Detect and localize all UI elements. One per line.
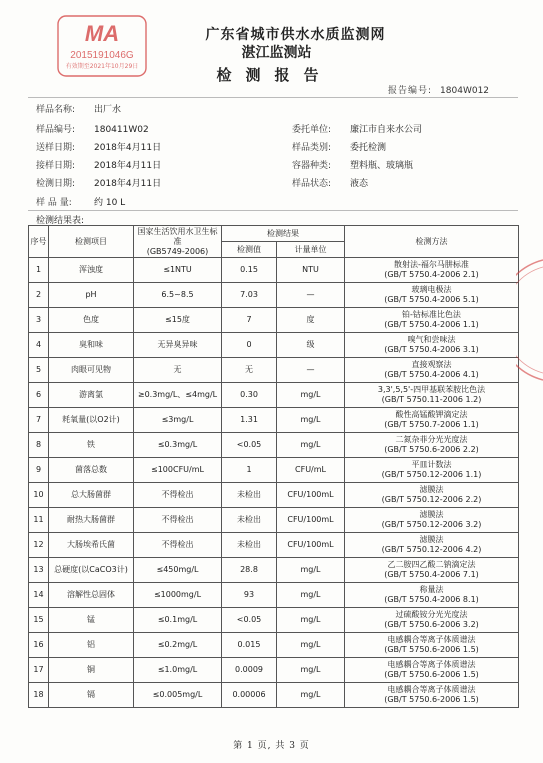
row-unit: mg/L <box>277 383 345 408</box>
field-sample-amount <box>36 195 125 208</box>
row-limit: ≤1.0mg/L <box>134 658 222 683</box>
row-method-name: 乙二胺四乙酸二钠滴定法 <box>387 560 476 569</box>
table-row <box>29 658 519 683</box>
row-limit: 不得检出 <box>134 483 222 508</box>
row-method-standard: (GB/T 5750.4-2006 1.1) <box>384 320 479 329</box>
row-method-name: 铂-钴标准比色法 <box>402 310 461 319</box>
field-value: 廉江市自来水公司 <box>350 125 423 135</box>
row-no: 10 <box>29 483 49 508</box>
field-client <box>292 122 422 135</box>
field-label: 检测日期: <box>36 179 76 189</box>
row-no: 14 <box>29 583 49 608</box>
field-value: 2018年4月11日 <box>94 161 162 171</box>
row-method <box>345 433 519 458</box>
table-row <box>29 533 519 558</box>
row-method <box>345 558 519 583</box>
row-method-name: 称量法 <box>419 585 444 594</box>
row-item: 菌落总数 <box>49 458 134 483</box>
table-row <box>29 283 519 308</box>
field-value: 180411W02 <box>94 125 149 135</box>
row-unit: 级 <box>277 333 345 358</box>
table-row <box>29 558 519 583</box>
row-limit: 6.5~8.5 <box>134 283 222 308</box>
table-row <box>29 508 519 533</box>
table-row <box>29 583 519 608</box>
row-limit: ≤15度 <box>134 308 222 333</box>
row-method-standard: (GB/T 5750.6-2006 1.5) <box>384 670 479 679</box>
row-method-name: 直接观察法 <box>411 360 452 369</box>
seal-stamp-edge <box>516 255 543 385</box>
row-no: 4 <box>29 333 49 358</box>
table-row <box>29 258 519 283</box>
row-method-name: 滤膜法 <box>419 535 444 544</box>
row-value: 未检出 <box>222 533 277 558</box>
row-method-standard: (GB/T 5750.4-2006 3.1) <box>384 345 479 354</box>
row-unit: mg/L <box>277 558 345 583</box>
row-limit: 无 <box>134 358 222 383</box>
row-value: 0.30 <box>222 383 277 408</box>
row-item: 铜 <box>49 658 134 683</box>
field-sample-code <box>36 122 149 135</box>
field-value: 出厂水 <box>94 105 122 115</box>
row-unit: CFU/mL <box>277 458 345 483</box>
header-no: 序号 <box>29 226 49 258</box>
row-unit: 度 <box>277 308 345 333</box>
table-row <box>29 308 519 333</box>
row-item: 镉 <box>49 683 134 708</box>
row-method-standard: (GB/T 5750.6-2006 3.2) <box>384 620 479 629</box>
table-row <box>29 383 519 408</box>
header-unit: 计量单位 <box>277 242 345 258</box>
field-label: 容器种类: <box>292 161 332 171</box>
row-value: 28.8 <box>222 558 277 583</box>
row-item: 游离氯 <box>49 383 134 408</box>
field-received-date <box>36 158 161 171</box>
field-sample-name <box>36 102 121 115</box>
row-method <box>345 683 519 708</box>
row-value: 未检出 <box>222 508 277 533</box>
row-method-name: 3,3',5,5'-四甲基联苯胺比色法 <box>377 385 486 394</box>
row-unit: CFU/100mL <box>277 508 345 533</box>
row-method-name: 电感耦合等离子体质谱法 <box>387 660 476 669</box>
row-method-name: 二氮杂菲分光光度法 <box>395 435 468 444</box>
title-network: 广东省城市供水水质监测网 <box>205 27 386 43</box>
field-sent-date <box>36 140 161 153</box>
row-method <box>345 333 519 358</box>
row-unit: mg/L <box>277 658 345 683</box>
row-item: 肉眼可见物 <box>49 358 134 383</box>
row-method-name: 平皿计数法 <box>411 460 452 469</box>
row-method-standard: (GB/T 5750.6-2006 1.5) <box>384 695 479 704</box>
row-method <box>345 458 519 483</box>
row-no: 6 <box>29 383 49 408</box>
row-method-name: 过硫酸铵分光光度法 <box>395 610 468 619</box>
header-method: 检测方法 <box>345 226 519 258</box>
row-no: 12 <box>29 533 49 558</box>
row-value: 1 <box>222 458 277 483</box>
field-label: 样品名称: <box>36 105 76 115</box>
header-value: 检测值 <box>222 242 277 258</box>
row-method <box>345 658 519 683</box>
row-method <box>345 633 519 658</box>
row-method-name: 散射法-福尔马肼标准 <box>394 260 469 269</box>
row-method <box>345 308 519 333</box>
row-method-name: 电感耦合等离子体质谱法 <box>387 635 476 644</box>
row-method <box>345 408 519 433</box>
row-unit: — <box>277 358 345 383</box>
row-unit: mg/L <box>277 633 345 658</box>
row-limit: ≤1NTU <box>134 258 222 283</box>
row-value: 7 <box>222 308 277 333</box>
table-row <box>29 408 519 433</box>
cma-stamp-cert-no: 2015191046G <box>70 50 134 61</box>
row-value: 无 <box>222 358 277 383</box>
row-method-standard: (GB/T 5750.4-2006 4.1) <box>384 370 479 379</box>
row-limit: ≤450mg/L <box>134 558 222 583</box>
divider-top <box>28 97 518 98</box>
row-no: 16 <box>29 633 49 658</box>
row-method-standard: (GB/T 5750.6-2006 1.5) <box>384 645 479 654</box>
row-item: 溶解性总固体 <box>49 583 134 608</box>
row-no: 11 <box>29 508 49 533</box>
field-container <box>292 158 413 171</box>
row-value: 未检出 <box>222 483 277 508</box>
row-method-standard: (GB/T 5750.6-2006 2.2) <box>384 445 479 454</box>
row-no: 13 <box>29 558 49 583</box>
row-unit: — <box>277 283 345 308</box>
table-row <box>29 458 519 483</box>
row-method <box>345 608 519 633</box>
row-unit: CFU/100mL <box>277 483 345 508</box>
title-station: 湛江监测站 <box>241 45 312 61</box>
row-value: 0.015 <box>222 633 277 658</box>
row-no: 15 <box>29 608 49 633</box>
field-label: 送样日期: <box>36 143 76 153</box>
row-item: pH <box>49 283 134 308</box>
field-value: 约 10 L <box>94 198 126 208</box>
row-method-standard: (GB/T 5750.4-2006 8.1) <box>384 595 479 604</box>
table-row <box>29 358 519 383</box>
row-value: 1.31 <box>222 408 277 433</box>
row-method <box>345 533 519 558</box>
field-label: 样品编号: <box>36 125 76 135</box>
row-limit: ≥0.3mg/L、≤4mg/L <box>134 383 222 408</box>
row-limit: ≤0.1mg/L <box>134 608 222 633</box>
row-item: 铝 <box>49 633 134 658</box>
field-sample-state <box>292 176 368 189</box>
row-limit: ≤1000mg/L <box>134 583 222 608</box>
row-method <box>345 358 519 383</box>
row-value: 7.03 <box>222 283 277 308</box>
row-method-name: 嗅气和尝味法 <box>407 335 456 344</box>
field-value: 液态 <box>350 179 369 189</box>
row-unit: mg/L <box>277 583 345 608</box>
row-unit: CFU/100mL <box>277 533 345 558</box>
row-no: 18 <box>29 683 49 708</box>
row-no: 8 <box>29 433 49 458</box>
table-row <box>29 608 519 633</box>
row-limit: ≤0.2mg/L <box>134 633 222 658</box>
row-method <box>345 258 519 283</box>
row-item: 色度 <box>49 308 134 333</box>
row-value: 0.15 <box>222 258 277 283</box>
table-row <box>29 483 519 508</box>
field-test-date <box>36 176 161 189</box>
row-method <box>345 383 519 408</box>
row-no: 3 <box>29 308 49 333</box>
report-number <box>388 83 489 96</box>
row-item: 总大肠菌群 <box>49 483 134 508</box>
field-label: 接样日期: <box>36 161 76 171</box>
row-unit: mg/L <box>277 683 345 708</box>
row-value: 0.00006 <box>222 683 277 708</box>
row-limit: 无异臭异味 <box>134 333 222 358</box>
row-method-standard: (GB/T 5750.4-2006 5.1) <box>384 295 479 304</box>
row-method-standard: (GB/T 5750.7-2006 1.1) <box>384 420 479 429</box>
row-value: 0 <box>222 333 277 358</box>
table-row <box>29 433 519 458</box>
row-no: 7 <box>29 408 49 433</box>
row-no: 9 <box>29 458 49 483</box>
row-item: 总硬度(以CaCO3计) <box>49 558 134 583</box>
field-label: 样品状态: <box>292 179 332 189</box>
cma-stamp-logo: MA <box>84 21 120 46</box>
cma-stamp-validity: 有效期至2021年10月29日 <box>65 63 139 70</box>
row-value: <0.05 <box>222 433 277 458</box>
row-unit: mg/L <box>277 608 345 633</box>
row-unit: mg/L <box>277 408 345 433</box>
row-method-standard: (GB/T 5750.4-2006 2.1) <box>384 270 479 279</box>
row-method-name: 滤膜法 <box>419 485 444 494</box>
row-item: 臭和味 <box>49 333 134 358</box>
row-method-name: 电感耦合等离子体质谱法 <box>387 685 476 694</box>
row-method-standard: (GB/T 5750.4-2006 7.1) <box>384 570 479 579</box>
row-method-name: 滤膜法 <box>419 510 444 519</box>
results-section-title: 检测结果表: <box>36 216 85 226</box>
header-standard-name: 国家生活饮用水卫生标准 <box>137 226 218 246</box>
row-method-standard: (GB/T 5750.11-2006 1.2) <box>381 395 482 404</box>
header-standard-code: (GB5749-2006) <box>146 246 209 256</box>
row-item: 锰 <box>49 608 134 633</box>
row-method <box>345 283 519 308</box>
row-item: 大肠埃希氏菌 <box>49 533 134 558</box>
field-value: 2018年4月11日 <box>94 179 162 189</box>
header-standard <box>134 226 222 258</box>
row-value: 0.0009 <box>222 658 277 683</box>
field-value: 塑料瓶、玻璃瓶 <box>350 161 414 171</box>
row-method <box>345 583 519 608</box>
row-value: 93 <box>222 583 277 608</box>
field-label: 样品类别: <box>292 143 332 153</box>
row-limit: ≤0.005mg/L <box>134 683 222 708</box>
row-item: 铁 <box>49 433 134 458</box>
header-result: 检测结果 <box>222 226 345 242</box>
row-limit: ≤0.3mg/L <box>134 433 222 458</box>
field-sample-category <box>292 140 386 153</box>
row-value: <0.05 <box>222 608 277 633</box>
row-item: 浑浊度 <box>49 258 134 283</box>
results-table <box>28 225 519 708</box>
header-item: 检测项目 <box>49 226 134 258</box>
row-method <box>345 508 519 533</box>
row-limit: 不得检出 <box>134 508 222 533</box>
row-item: 耐热大肠菌群 <box>49 508 134 533</box>
page-footer: 第 1 页, 共 3 页 <box>233 741 310 751</box>
row-limit: ≤100CFU/mL <box>134 458 222 483</box>
report-number-value: 1804W012 <box>440 86 490 96</box>
table-row <box>29 683 519 708</box>
row-method-standard: (GB/T 5750.12-2006 2.2) <box>381 495 482 504</box>
title-report: 检测报告 <box>216 66 333 84</box>
row-method-standard: (GB/T 5750.12-2006 4.2) <box>381 545 482 554</box>
row-method-standard: (GB/T 5750.12-2006 3.2) <box>381 520 482 529</box>
row-unit: mg/L <box>277 433 345 458</box>
field-label: 样 品 量: <box>36 198 72 208</box>
field-value: 委托检测 <box>350 143 387 153</box>
table-row <box>29 333 519 358</box>
row-no: 17 <box>29 658 49 683</box>
row-no: 1 <box>29 258 49 283</box>
row-no: 5 <box>29 358 49 383</box>
row-limit: 不得检出 <box>134 533 222 558</box>
row-no: 2 <box>29 283 49 308</box>
report-number-label: 报告编号: <box>388 86 433 96</box>
field-label: 委托单位: <box>292 125 332 135</box>
row-limit: ≤3mg/L <box>134 408 222 433</box>
row-method-standard: (GB/T 5750.12-2006 1.1) <box>381 470 482 479</box>
table-row <box>29 633 519 658</box>
field-value: 2018年4月11日 <box>94 143 162 153</box>
row-item: 耗氧量(以O2计) <box>49 408 134 433</box>
row-method-name: 酸性高锰酸钾滴定法 <box>395 410 468 419</box>
row-method-name: 玻璃电极法 <box>411 285 452 294</box>
divider-bottom <box>28 210 518 211</box>
row-method <box>345 483 519 508</box>
row-unit: NTU <box>277 258 345 283</box>
